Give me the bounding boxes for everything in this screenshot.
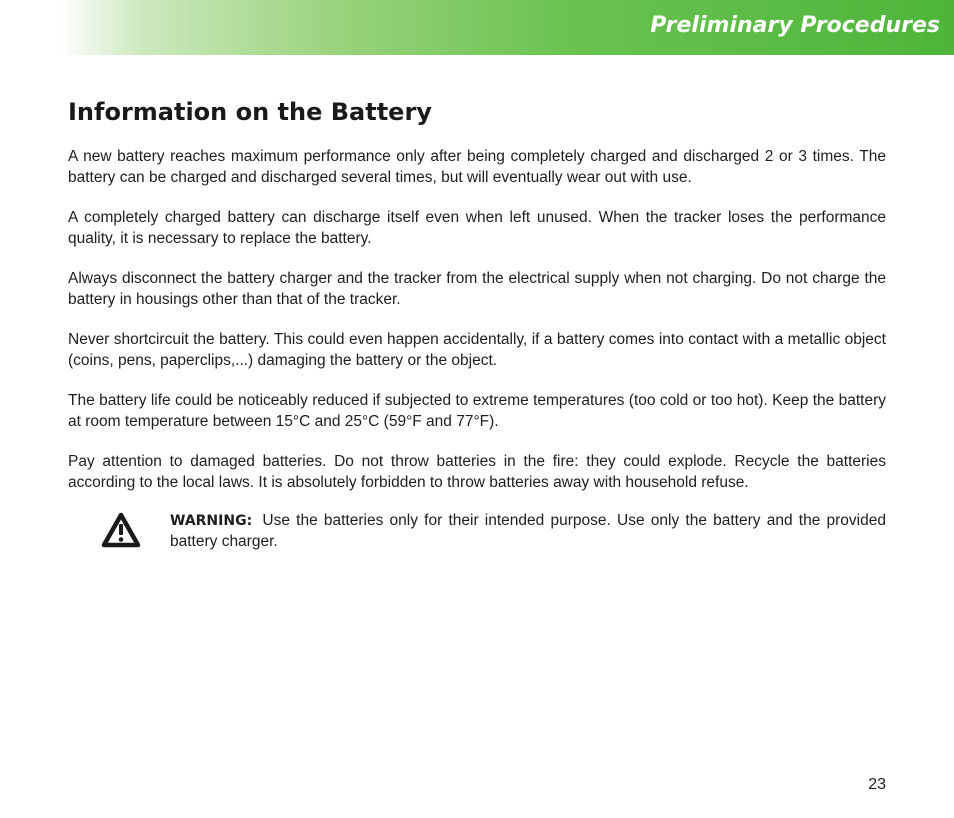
page-number: 23	[868, 776, 886, 793]
paragraph-self-discharge: A completely charged battery can discharge itself even when left unused. When the tracker loses the performance quality, it is necessary to replace the battery.	[68, 209, 886, 247]
warning-triangle-icon	[100, 511, 142, 549]
warning-body: Use the batteries only for their intended purpose. Use only the battery and the provided battery charger.	[170, 512, 886, 550]
warning-note	[68, 511, 886, 559]
page-title: Information on the Battery	[68, 98, 432, 126]
paragraph-new-battery: A new battery reaches maximum performance only after being completely charged and discharged 2 or 3 times. The battery can be charged and discharged several times, but will eventually wear out with use.	[68, 148, 886, 186]
paragraph-disconnect-charger: Always disconnect the battery charger and the tracker from the electrical supply when not charging. Do not charge the battery in housings other than that of the tracker.	[68, 270, 886, 308]
header-band	[0, 0, 954, 55]
paragraph-temperature: The battery life could be noticeably reduced if subjected to extreme temperatures (too cold or too hot). Keep the battery at room temperature between 15°C and 25°C (59°F and 77°F).	[68, 392, 886, 430]
paragraph-short-circuit: Never shortcircuit the battery. This could even happen accidentally, if a battery comes into contact with a metallic object (coins, pens, paperclips,...) damaging the battery or the object.	[68, 331, 886, 369]
paragraph-damaged-batteries: Pay attention to damaged batteries. Do not throw batteries in the fire: they could explode. Recycle the batteries according to the local laws. It is absolutely forbidden to throw batteries away with household refuse.	[68, 453, 886, 491]
warning-text	[170, 511, 886, 552]
section-title: Preliminary Procedures	[650, 13, 940, 38]
warning-label: WARNING:	[170, 513, 253, 529]
body-text	[68, 147, 886, 513]
